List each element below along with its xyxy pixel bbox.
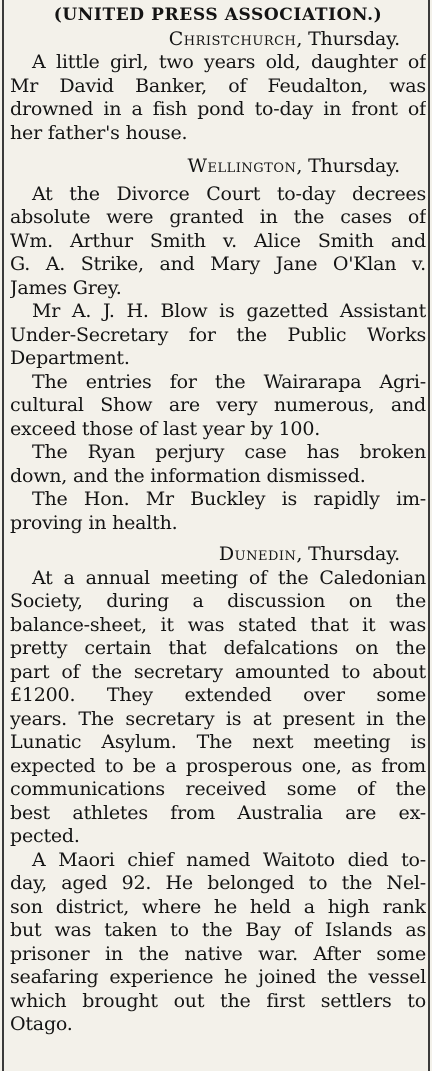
paragraph: [10, 300, 426, 371]
text-line: expected to be a prosperous one, as from: [10, 754, 426, 777]
paragraph: [10, 849, 426, 1037]
text-line: Society, during a discussion on the: [10, 590, 426, 612]
text-line: day, aged 92. He belonged to the Nel-: [10, 872, 426, 894]
text-line: G. A. Strike, and Mary Jane O'Klan v.: [10, 253, 426, 275]
text-line: The entries for the Wairarapa Agri-: [32, 370, 426, 393]
paragraph: [10, 441, 426, 488]
text-line: but was taken to the Bay of Islands as: [10, 919, 426, 941]
text-line: The Ryan perjury case has broken: [32, 441, 426, 463]
dateline-day: Thursday.: [308, 155, 400, 177]
dateline-day: Thursday.: [308, 543, 400, 565]
text-line: The Hon. Mr Buckley is rapidly im-: [32, 488, 426, 510]
text-line: At the Divorce Court to-day decrees: [32, 182, 426, 205]
wellington-section: [10, 155, 426, 535]
paragraph: [10, 488, 426, 535]
dateline-wellington: Wellington, Thursday.: [187, 155, 400, 177]
text-line: proving in health.: [10, 511, 178, 534]
text-line: part of the secretary amounted to about: [10, 660, 426, 683]
column-rule-left: [2, 0, 4, 1071]
text-line: down, and the information dismissed.: [10, 464, 366, 487]
dunedin-section: [10, 543, 426, 1037]
text-line: Lunatic Asylum. The next meeting is: [10, 731, 426, 753]
text-line: Department.: [10, 347, 130, 369]
dateline-place: Dunedin: [218, 543, 297, 565]
text-line: communications received some of the: [10, 778, 426, 800]
text-line: absolute were granted in the cases of: [10, 206, 426, 228]
text-line: cultural Show are very numerous, and: [10, 394, 426, 416]
text-line: her father's house.: [10, 121, 188, 144]
text-line: Mr David Banker, of Feudalton, was: [10, 74, 426, 97]
text-line: years. The secretary is at present in the: [10, 707, 426, 730]
news-column: [10, 0, 426, 1037]
text-line: Under-Secretary for the Public Works: [10, 323, 426, 346]
dateline-place: Christchurch: [168, 27, 297, 50]
column-rule-right: [428, 0, 430, 1071]
text-line: pretty certain that defalcations on the: [10, 637, 426, 659]
text-line: At a annual meeting of the Caledonian: [32, 566, 426, 589]
text-line: Wm. Arthur Smith v. Alice Smith and: [10, 229, 426, 252]
text-line: Otago.: [10, 1013, 73, 1035]
paragraph: [10, 371, 426, 442]
text-line: which brought out the first settlers to: [10, 989, 426, 1012]
text-line: seafaring experience he joined the vessel: [10, 966, 426, 988]
text-line: £1200. They extended over some: [10, 684, 426, 706]
text-line: exceed those of last year by 100.: [10, 417, 321, 440]
dateline-dunedin: Dunedin, Thursday.: [218, 543, 400, 565]
text-line: James Grey.: [10, 276, 122, 299]
text-line: balance-sheet, it was stated that it was: [10, 613, 426, 636]
dateline-day: Thursday.: [308, 27, 400, 50]
text-line: Mr A. J. H. Blow is gazetted Assistant: [32, 300, 426, 322]
text-line: pected.: [10, 825, 80, 847]
text-line: A little girl, two years old, daughter of: [32, 51, 426, 73]
text-line: son district, where he held a high rank: [10, 895, 426, 918]
paragraph: [10, 51, 426, 145]
agency-heading: (UNITED PRESS ASSOCIATION.): [53, 5, 383, 25]
dateline-christchurch: Christchurch, Thursday.: [168, 27, 400, 50]
paragraph: [10, 567, 426, 849]
text-line: A Maori chief named Waitoto died to-: [32, 848, 426, 871]
text-line: best athletes from Australia are ex-: [10, 801, 426, 824]
paragraph: [10, 183, 426, 301]
text-line: drowned in a fish pond to-day in front of: [10, 98, 426, 120]
christchurch-section: [10, 28, 426, 146]
text-line: prisoner in the native war. After some: [10, 942, 426, 965]
dateline-place: Wellington: [187, 155, 297, 177]
